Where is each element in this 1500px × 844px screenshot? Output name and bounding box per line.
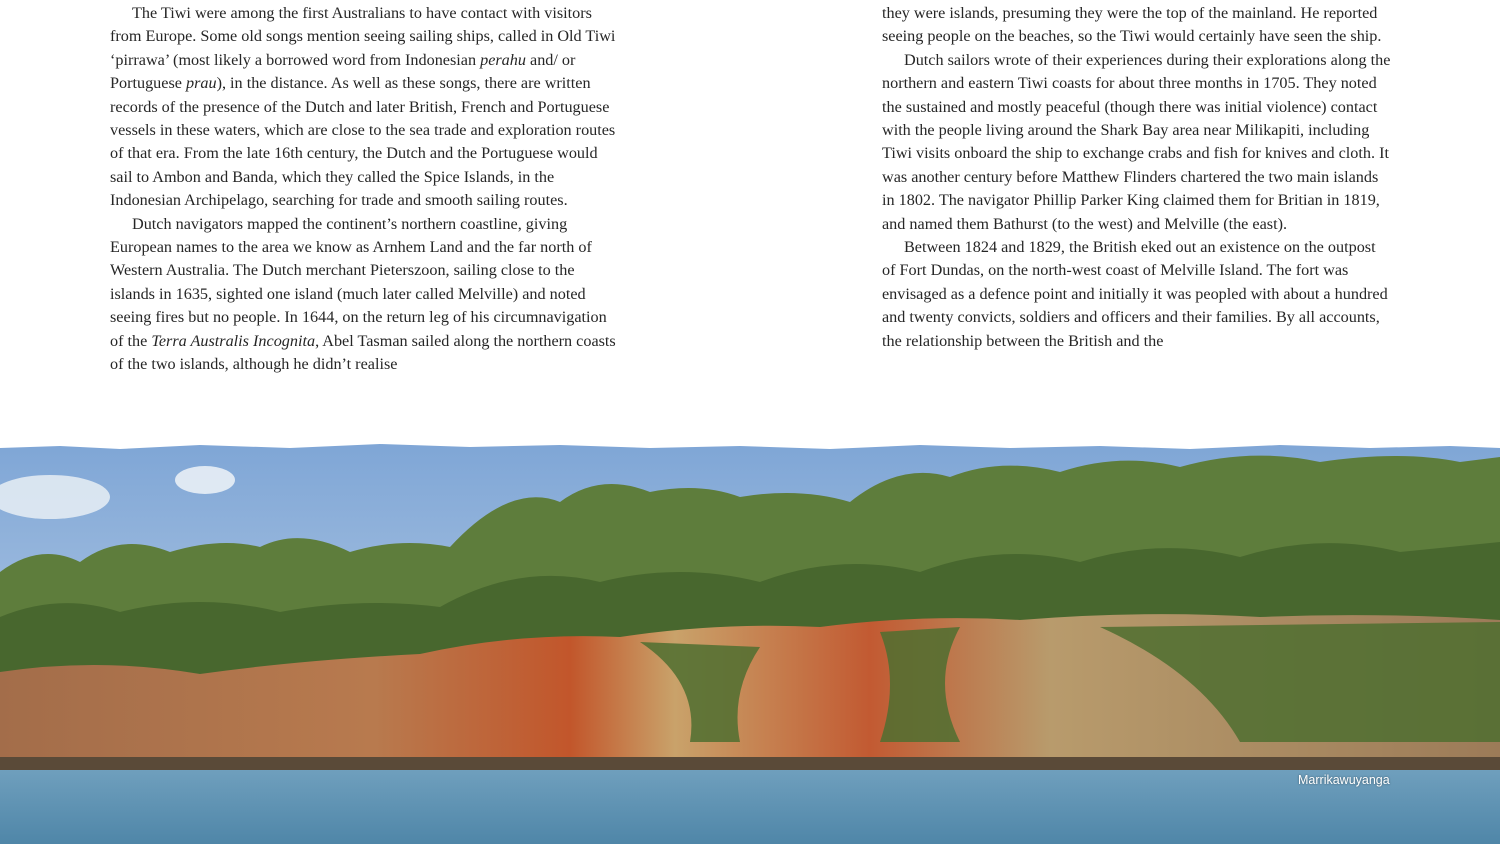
coastline-illustration — [0, 442, 1500, 844]
left-text-column — [110, 2, 616, 377]
right-text-column — [882, 2, 1392, 353]
cloud — [175, 466, 235, 494]
paragraph: Dutch navigators mapped the continent’s northern coastline, giving European names to the area we know as Arnhem Land and the far north of Western Australia. The Dutch merchant Pieterszoon, sailing close to the islands in 1635, sighted one island (much later called Melville) and noted seeing fires but no people. In 1644, on the return leg of his circumnavigation of the Terra Australis Incognita, Abel Tasman sailed along the northern coasts of the two islands, although he didn’t realise — [110, 214, 616, 374]
paragraph: The Tiwi were among the first Australians to have contact with visitors from Europe. Some old songs mention seeing sailing ships, called in Old Tiwi ‘pirrawa’ (most likely a borrowed word from Indonesian perahu and/ or Portuguese prau), in the distance. As well as these songs, there are written records of the presence of the Dutch and later British, French and Portuguese vessels in these waters, which are close to the sea trade and exploration routes of that era. From the late 16th century, the Dutch and the Portuguese would sail to Ambon and Banda, which they called the Spice Islands, in the Indonesian Archipelago, searching for trade and smooth sailing routes. — [110, 4, 616, 210]
paragraph: Dutch sailors wrote of their experiences during their explorations along the northern and eastern Tiwi coasts for about three months in 1705. They noted the sustained and mostly peaceful (though there was initial violence) contact with the people living around the Shark Bay area near Milikapiti, including Tiwi visits onboard the ship to exchange crabs and fish for knives and cloth. It was another century before Matthew Flinders chartered the two main islands in 1802. The navigator Phillip Parker King claimed them for Britian in 1819, and named them Bathurst (to the west) and Melville (the east). — [882, 50, 1391, 233]
paragraph: Between 1824 and 1829, the British eked out an existence on the outpost of Fort Dundas, on the north-west coast of Melville Island. The fort was envisaged as a defence point and initially it was peopled with about a hundred and twenty convicts, soldiers and officers and their families. By all accounts, the relationship between the British and the — [882, 238, 1388, 350]
photo-caption: Marrikawuyanga — [1298, 773, 1390, 787]
water — [0, 770, 1500, 844]
coastline-photo — [0, 442, 1500, 844]
paragraph: they were islands, presuming they were the top of the mainland. He reported seeing people on the beaches, so the Tiwi would certainly have seen the ship. — [882, 4, 1382, 46]
